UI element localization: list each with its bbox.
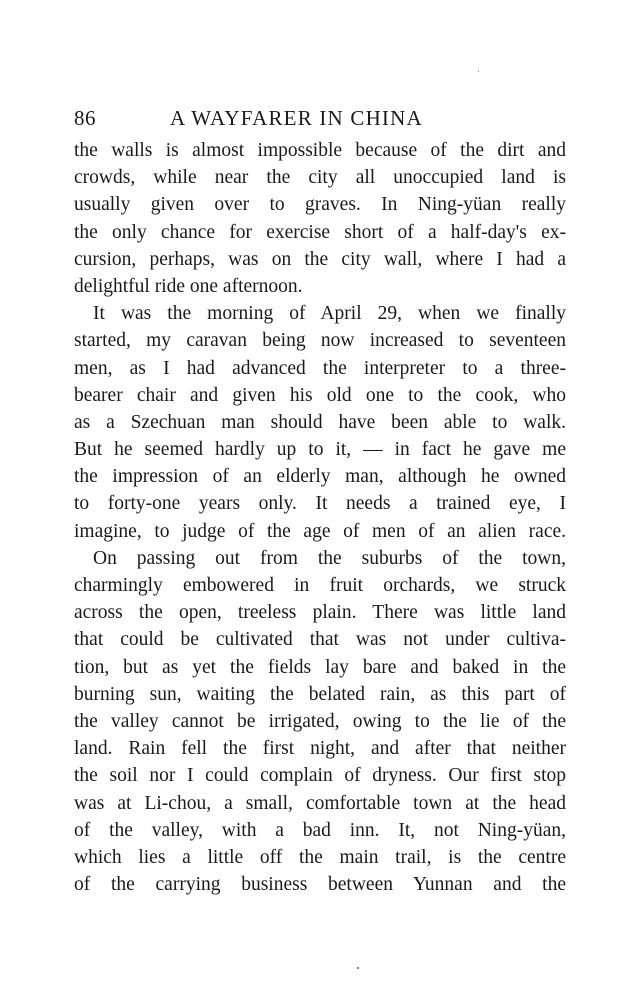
text-line: to forty-one years only. It needs a trained eye, I <box>74 493 566 515</box>
paragraph <box>74 300 566 545</box>
text-line: the soil nor I could complain of dryness. Our first stop <box>74 765 566 787</box>
text-line: started, my caravan being now increased to seventeen <box>74 330 566 352</box>
text-line: On passing out from the suburbs of the town, <box>93 547 566 569</box>
book-title: A WAYFARER IN CHINA <box>170 106 423 130</box>
text-line: of the valley, with a bad inn. It, not Ning-yüan, <box>74 819 566 841</box>
text-line: as a Szechuan man should have been able to walk. <box>74 411 566 433</box>
text-line: burning sun, waiting the belated rain, as this part of <box>74 683 566 705</box>
text-line: across the open, treeless plain. There was little land <box>74 602 566 624</box>
paragraph <box>74 137 566 300</box>
running-head <box>74 100 566 134</box>
text-line: which lies a little off the main trail, is the centre <box>74 846 566 868</box>
text-line: delightful ride one afternoon. <box>74 275 303 297</box>
page-number: 86 <box>74 106 96 130</box>
text-line: usually given over to graves. In Ning-yüan really <box>74 194 566 216</box>
text-line: charmingly embowered in fruit orchards, we struck <box>74 575 566 596</box>
page-content <box>74 100 566 898</box>
body-text <box>74 137 566 898</box>
text-line: was at Li-chou, a small, comfortable town at the head <box>74 792 566 814</box>
text-line: that could be cultivated that was not under cultiva- <box>74 629 566 651</box>
text-line: cursion, perhaps, was on the city wall, where I had a <box>74 248 566 270</box>
text-line: of the carrying business between Yunnan and the <box>74 874 566 896</box>
paragraph <box>74 545 566 898</box>
scan-speck <box>478 71 479 72</box>
scan-speck <box>357 967 359 969</box>
text-line: the walls is almost impossible because of the dirt and <box>74 140 566 161</box>
text-line: the valley cannot be irrigated, owing to the lie of the <box>74 710 566 732</box>
text-line: It was the morning of April 29, when we finally <box>93 303 566 325</box>
text-line: the only chance for exercise short of a half-day's ex- <box>74 221 566 243</box>
text-line: tion, but as yet the fields lay bare and baked in the <box>74 656 566 678</box>
text-line: imagine, to judge of the age of men of an alien race. <box>74 520 566 542</box>
text-line: crowds, while near the city all unoccupied land is <box>74 167 566 189</box>
text-line: the impression of an elderly man, although he owned <box>74 466 566 488</box>
text-line: bearer chair and given his old one to the cook, who <box>74 384 566 406</box>
text-line: land. Rain fell the first night, and after that neither <box>74 738 566 760</box>
text-line: men, as I had advanced the interpreter to a three- <box>74 357 566 379</box>
text-line: But he seemed hardly up to it, — in fact he gave me <box>74 439 566 461</box>
